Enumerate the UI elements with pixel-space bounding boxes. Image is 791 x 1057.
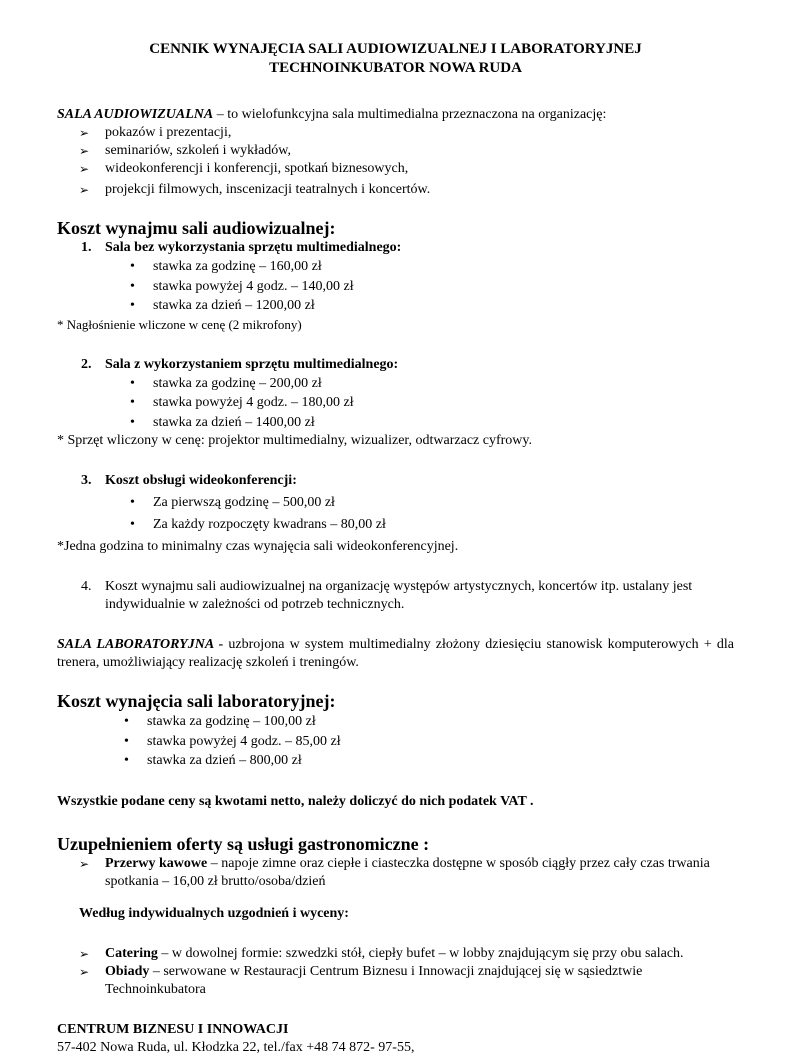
arrow-bullet-icon: ➢ (79, 856, 90, 871)
lab-cost-heading: Koszt wynajęcia sali laboratoryjnej: (57, 691, 336, 711)
arrow-bullet-icon: ➢ (79, 126, 90, 140)
price-item: • stawka za dzień – 800,00 zł (121, 751, 734, 771)
gastro-list-2 (57, 945, 734, 999)
dot-bullet-icon: • (130, 375, 135, 391)
dot-bullet-icon: • (130, 414, 135, 430)
list-item: ➢ wideokonferencji i konferencji, spotkań biznesowych, (79, 161, 409, 176)
gastro-list-1 (57, 855, 734, 891)
arrow-bullet-icon: ➢ (79, 946, 90, 961)
arrow-bullet-icon: ➢ (79, 964, 90, 979)
price-item: • stawka powyżej 4 godz. – 180,00 zł (127, 393, 734, 413)
room-name-lab: SALA LABORATORYJNA - (57, 637, 224, 652)
note-3: *Jedna godzina to minimalny czas wynajęcia sali wideokonferencyjnej. (57, 539, 459, 554)
dot-bullet-icon: • (124, 714, 129, 729)
list-item: ➢ Przerwy kawowe – napoje zimne oraz ciepłe i ciasteczka dostępne w sposób ciągły przez cały czas trwania spotkania – 16,00 zł brutto/osoba/dzień (79, 855, 710, 889)
footer-org: CENTRUM BIZNESU I INNOWACJI (57, 1021, 289, 1037)
lab-paragraph (57, 636, 734, 672)
list-item: ➢ Catering – w dowolnej formie: szwedzki stół, ciepły bufet – w lobby znajdującym się przy obu salach. (79, 945, 684, 961)
note-1: * Nagłośnienie wliczone w cenę (2 mikrofony) (57, 316, 302, 332)
room-name-audio: SALA AUDIOWIZUALNA (57, 107, 214, 122)
price-list-1 (57, 257, 734, 316)
dot-bullet-icon: • (130, 495, 135, 510)
audio-section-2 (57, 356, 734, 374)
vat-notice: Wszystkie podane ceny są kwotami netto, należy doliczyć do nich podatek VAT . (57, 793, 534, 809)
price-item: • stawka za dzień – 1400,00 zł (127, 413, 734, 433)
footer-address: 57-402 Nowa Ruda, ul. Kłodzka 22, tel./fax +48 74 872- 97-55, (57, 1039, 415, 1055)
price-item: • stawka powyżej 4 godz. – 85,00 zł (121, 732, 734, 752)
price-item: • stawka za godzinę – 100,00 zł (121, 712, 734, 732)
price-list-2 (57, 374, 734, 433)
lab-price-list (57, 712, 734, 771)
dot-bullet-icon: • (130, 517, 135, 532)
arrow-bullet-icon: ➢ (79, 144, 90, 158)
document-page (57, 40, 734, 1057)
section-title: 2. Sala z wykorzystaniem sprzętu multimedialnego: (81, 356, 399, 372)
note-2: * Sprzęt wliczony w cenę: projektor multimedialny, wizualizer, odtwarzacz cyfrowy. (57, 433, 532, 448)
price-item: • Za pierwszą godzinę – 500,00 zł (127, 492, 734, 514)
list-item: ➢ seminariów, szkoleń i wykładów, (79, 143, 291, 158)
arrow-bullet-icon: ➢ (79, 162, 90, 176)
intro-paragraph (57, 106, 734, 124)
list-item: ➢ Obiady – serwowane w Restauracji Centrum Biznesu i Innowacji znajdującej się w sąsiedztwie Technoinkubatora (79, 963, 643, 997)
audio-section-1 (57, 239, 734, 257)
audio-section-3 (57, 472, 734, 490)
dot-bullet-icon: • (130, 259, 135, 274)
intro-section (57, 106, 734, 199)
audio-cost-heading: Koszt wynajmu sali audiowizualnej: (57, 218, 336, 238)
arrow-bullet-icon: ➢ (79, 183, 90, 197)
price-item: • stawka powyżej 4 godz. – 140,00 zł (127, 277, 734, 297)
section-title: 3. Koszt obsługi wideokonferencji: (81, 473, 297, 488)
dot-bullet-icon: • (124, 733, 129, 749)
price-list-3 (57, 492, 734, 536)
price-item: • stawka za dzień – 1200,00 zł (127, 296, 734, 316)
individual-heading: Według indywidualnych uzgodnień i wyceny: (79, 905, 349, 921)
price-item: • stawka za godzinę – 200,00 zł (127, 374, 734, 394)
section-text: 4. Koszt wynajmu sali audiowizualnej na organizację występów artystycznych, koncertów itp. ustalany jest indywidualnie w zależności od potrzeb technicznych. (81, 579, 693, 612)
title-line-1: CENNIK WYNAJĘCIA SALI AUDIOWIZUALNEJ I LABORATORYJNEJ (149, 41, 642, 57)
dot-bullet-icon: • (130, 278, 135, 294)
gastro-heading: Uzupełnieniem oferty są usługi gastronomiczne : (57, 833, 430, 854)
intro-text: – to wielofunkcyjna sala multimedialna przeznaczona na organizację: (213, 107, 607, 122)
dot-bullet-icon: • (130, 298, 135, 313)
price-item: • Za każdy rozpoczęty kwadrans – 80,00 zł (127, 514, 734, 536)
lab-text: uzbrojona w system multimedialny złożony dziesięciu stanowisk komputerowych + dla trenera, umożliwiający realizację szkoleń i treningów. (57, 637, 735, 670)
section-title: 1. Sala bez wykorzystania sprzętu multimedialnego: (81, 240, 402, 255)
list-item: ➢ projekcji filmowych, inscenizacji teatralnych i koncertów. (79, 182, 431, 197)
list-item: ➢ pokazów i prezentacji, (79, 125, 232, 140)
intro-list (57, 124, 734, 199)
price-item: • stawka za godzinę – 160,00 zł (127, 257, 734, 277)
audio-section-4 (57, 578, 734, 614)
document-title (57, 40, 734, 78)
dot-bullet-icon: • (124, 753, 129, 768)
title-line-2: TECHNOINKUBATOR NOWA RUDA (269, 60, 522, 76)
dot-bullet-icon: • (130, 395, 135, 410)
